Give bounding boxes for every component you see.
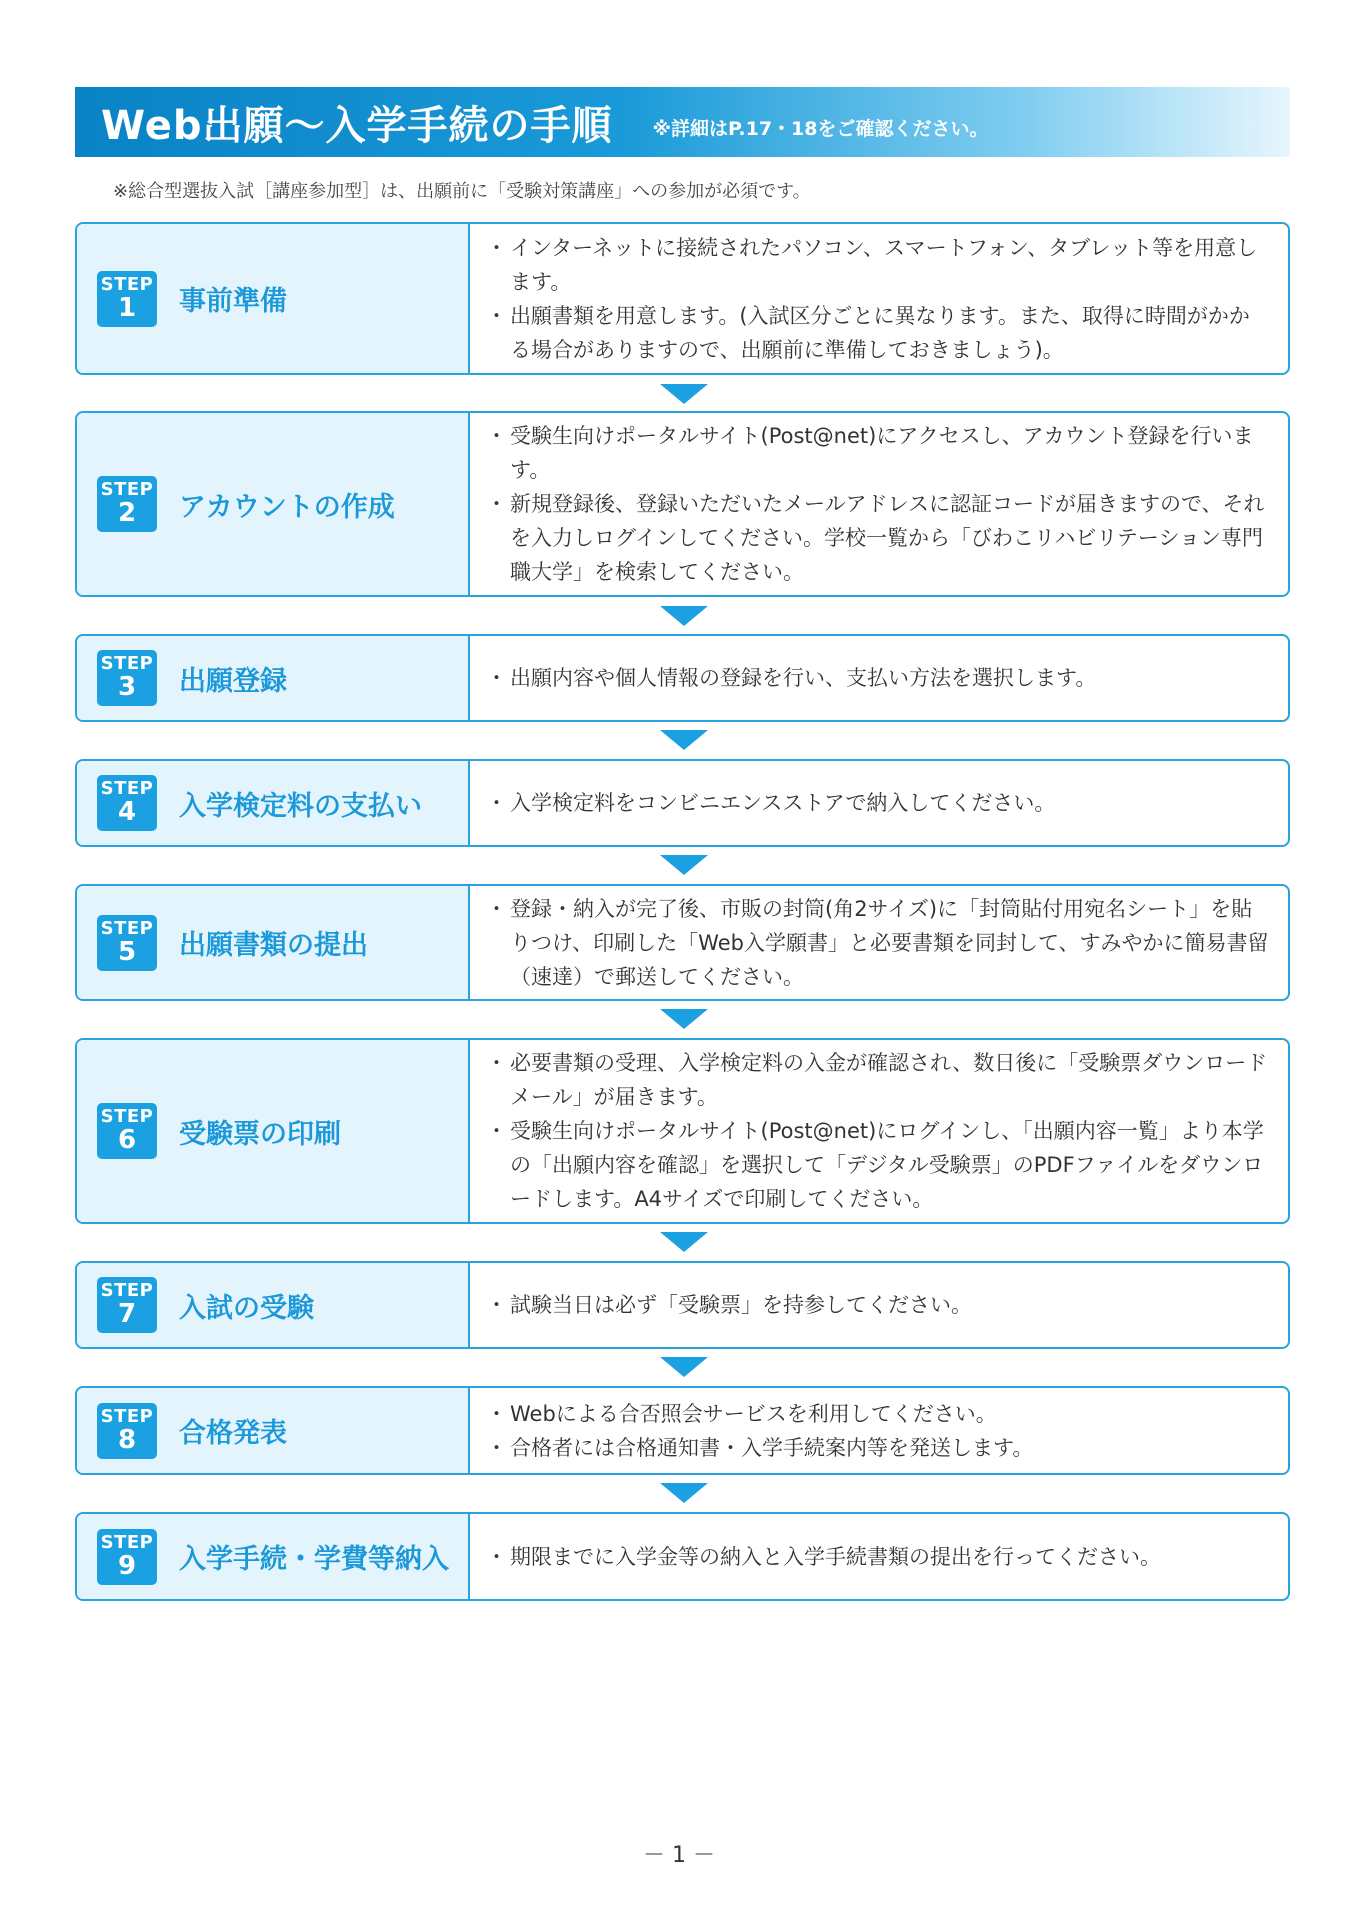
flow-arrow-icon <box>660 1232 708 1252</box>
step-1-details <box>470 224 1288 373</box>
list-item-text: Webによる合否照会サービスを利用してください。 <box>510 1401 997 1426</box>
step-9-heading <box>77 1514 470 1599</box>
step-badge <box>97 915 157 971</box>
bullet: ・ <box>486 1401 507 1426</box>
bullet: ・ <box>486 303 507 328</box>
prerequisite-note: ※総合型選抜入試［講座参加型］は、出願前に「受験対策講座」への参加が必須です。 <box>113 181 811 202</box>
step-7-heading <box>77 1263 470 1347</box>
step-5 <box>75 884 1290 1001</box>
bullet: ・ <box>486 896 507 921</box>
step-5-details <box>470 886 1288 999</box>
bullet: ・ <box>486 791 507 815</box>
step-name: 合格発表 <box>179 1418 287 1449</box>
step-4-heading <box>77 761 470 845</box>
step-3-heading <box>77 636 470 720</box>
list-item-text: 登録・納入が完了後、市販の封筒(角2サイズ)に「封筒貼付用宛名シート」を貼りつけ、印刷した「Web入学願書」と必要書類を同封して、すみやかに簡易書留（速達）で郵送してください。 <box>510 896 1269 989</box>
page-title: Web出願〜入学手続の手順 <box>101 102 613 149</box>
flow-arrow-icon <box>660 1483 708 1503</box>
step-name: 入試の受験 <box>179 1292 314 1324</box>
step-2-heading <box>77 413 470 595</box>
step-6-details <box>470 1040 1288 1222</box>
page-header <box>75 87 1290 157</box>
step-badge-label: STEP <box>100 1405 154 1427</box>
step-9 <box>75 1512 1290 1601</box>
step-1 <box>75 222 1290 375</box>
step-badge-number: 6 <box>117 1125 137 1155</box>
step-4-details <box>470 761 1288 845</box>
step-name: 受験票の印刷 <box>179 1118 341 1150</box>
step-name: 出願登録 <box>179 665 287 697</box>
header-note: ※詳細はP.17・18をご確認ください。 <box>652 117 989 140</box>
step-badge-label: STEP <box>100 273 154 295</box>
list-item <box>480 1431 1270 1465</box>
list-item-text: 試験当日は必ず「受験票」を持参してください。 <box>510 1293 972 1317</box>
list-item-text: インターネットに接続されたパソコン、スマートフォン、タブレット等を用意します。 <box>510 235 1258 294</box>
list-item <box>480 1540 1270 1574</box>
step-badge-label: STEP <box>100 479 154 500</box>
step-badge-number: 3 <box>117 672 137 702</box>
bullet: ・ <box>486 1051 507 1075</box>
list-item-text: 出願書類を用意します。(入試区分ごとに異なります。また、取得に時間がかかる場合がありますので、出願前に準備しておきましょう)。 <box>510 303 1250 362</box>
list-item <box>480 1288 1270 1322</box>
flow-arrow-icon <box>660 606 708 626</box>
step-badge <box>97 775 157 831</box>
step-badge <box>97 1529 157 1585</box>
list-item <box>480 299 1270 367</box>
step-name: 入学手続・学費等納入 <box>179 1544 449 1575</box>
flow-arrow-icon <box>660 855 708 875</box>
step-badge-label: STEP <box>100 653 154 674</box>
step-badge-number: 2 <box>117 498 137 528</box>
list-item-text: 合格者には合格通知書・入学手続案内等を発送します。 <box>510 1435 1034 1460</box>
list-item-text: 入学検定料をコンビニエンスストアで納入してください。 <box>510 791 1056 815</box>
step-name: 入学検定料の支払い <box>179 790 422 822</box>
step-badge-label: STEP <box>100 778 154 799</box>
step-badge <box>97 650 157 706</box>
list-item-text: 受験生向けポータルサイト(Post@net)にログインし、「出願内容一覧」より本学の「出願内容を確認」を選択して「デジタル受験票」のPDFファイルをダウンロードします。A4サイズで印刷してください。 <box>510 1119 1264 1211</box>
step-2-details <box>470 413 1288 595</box>
step-name: 事前準備 <box>179 286 287 317</box>
step-9-details <box>470 1514 1288 1599</box>
list-item <box>480 1046 1270 1114</box>
list-item-text: 必要書類の受理、入学検定料の入金が確認され、数日後に「受験票ダウンロードメール」が届きます。 <box>510 1051 1268 1109</box>
step-badge-label: STEP <box>100 1106 154 1127</box>
bullet: ・ <box>486 1293 507 1317</box>
step-3 <box>75 634 1290 722</box>
list-item <box>480 892 1270 994</box>
bullet: ・ <box>486 1435 507 1460</box>
flow-arrow-icon <box>660 384 708 404</box>
step-7-details <box>470 1263 1288 1347</box>
step-badge-number: 9 <box>117 1550 137 1581</box>
list-item <box>480 786 1270 820</box>
step-6-heading <box>77 1040 470 1222</box>
list-item <box>480 1114 1270 1216</box>
bullet: ・ <box>486 1544 507 1569</box>
step-badge <box>97 476 157 532</box>
step-badge-number: 5 <box>117 936 137 967</box>
step-badge <box>97 271 157 327</box>
list-item <box>480 1397 1270 1431</box>
step-5-heading <box>77 886 470 999</box>
step-4 <box>75 759 1290 847</box>
page-number: － 1 － <box>643 1843 715 1868</box>
list-item <box>480 231 1270 299</box>
step-7 <box>75 1261 1290 1349</box>
bullet: ・ <box>486 492 507 516</box>
list-item-text: 期限までに入学金等の納入と入学手続書類の提出を行ってください。 <box>510 1544 1161 1569</box>
bullet: ・ <box>486 1119 507 1143</box>
bullet: ・ <box>486 666 507 690</box>
bullet: ・ <box>486 235 507 260</box>
list-item-text: 新規登録後、登録いただいたメールアドレスに認証コードが届きますので、それを入力しログインしてください。学校一覧から「びわこリハビリテーション専門職大学」を検索してください。 <box>510 492 1265 584</box>
step-badge-label: STEP <box>100 1280 154 1301</box>
list-item <box>480 419 1270 487</box>
bullet: ・ <box>486 424 507 448</box>
step-name: アカウントの作成 <box>179 491 395 523</box>
list-item-text: 受験生向けポータルサイト(Post@net)にアクセスし、アカウント登録を行います。 <box>510 424 1254 482</box>
step-8-heading <box>77 1388 470 1473</box>
step-badge-label: STEP <box>100 1531 154 1553</box>
flow-arrow-icon <box>660 1009 708 1029</box>
step-badge-number: 1 <box>117 292 137 323</box>
step-badge <box>97 1103 157 1159</box>
list-item <box>480 487 1270 589</box>
step-1-heading <box>77 224 470 373</box>
step-badge-number: 7 <box>117 1299 137 1329</box>
step-2 <box>75 411 1290 597</box>
step-3-details <box>470 636 1288 720</box>
step-8-details <box>470 1388 1288 1473</box>
step-badge-label: STEP <box>100 917 154 939</box>
step-badge <box>97 1277 157 1333</box>
step-6 <box>75 1038 1290 1224</box>
list-item <box>480 661 1270 695</box>
list-item-text: 出願内容や個人情報の登録を行い、支払い方法を選択します。 <box>510 666 1097 690</box>
step-8 <box>75 1386 1290 1475</box>
flow-arrow-icon <box>660 1357 708 1377</box>
step-name: 出願書類の提出 <box>179 930 368 961</box>
step-badge-number: 8 <box>117 1424 137 1455</box>
step-badge-number: 4 <box>117 797 137 827</box>
flow-arrow-icon <box>660 730 708 750</box>
step-badge <box>97 1403 157 1459</box>
